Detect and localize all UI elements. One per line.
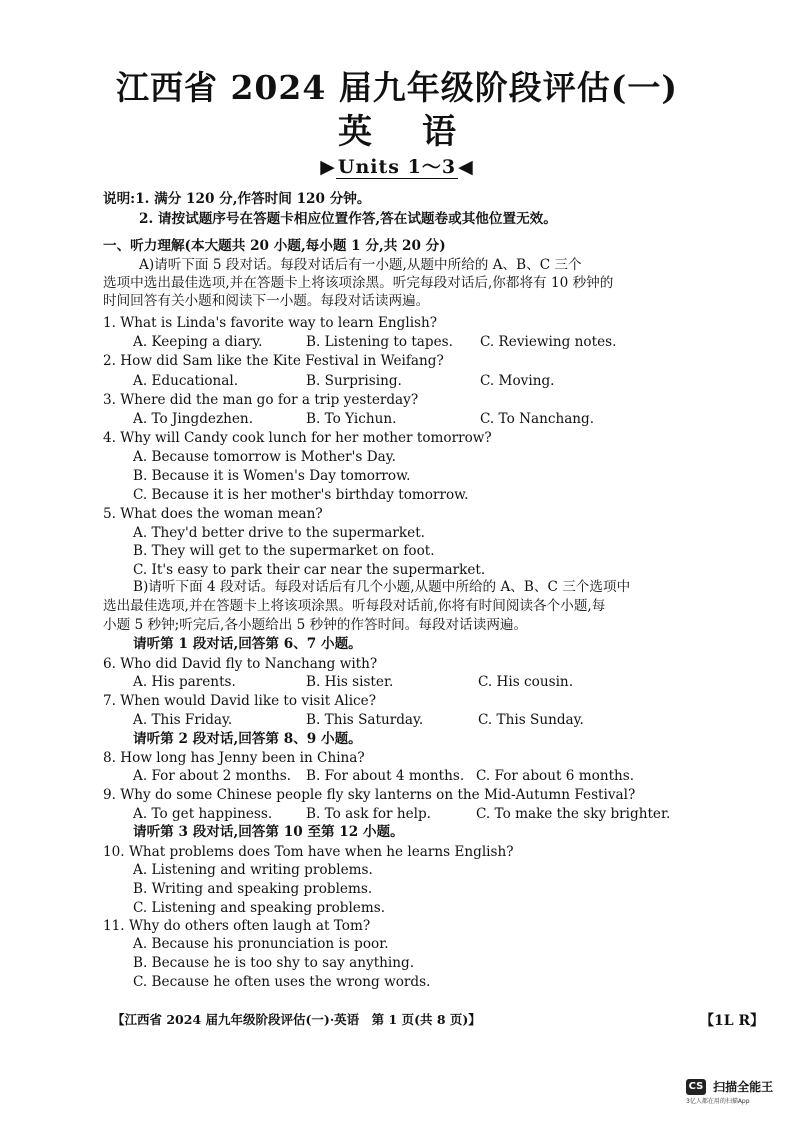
exam-line: 时间回答有关小题和阅读下一小题。每段对话读两遍。	[103, 293, 430, 309]
scanner-app-name: 扫描全能王	[713, 1080, 774, 1094]
exam-line: 3. Where did the man go for a trip yesterday?	[103, 392, 419, 408]
exam-line: 11. Why do others often laugh at Tom?	[103, 918, 371, 934]
scanner-logo-icon: CS	[686, 1079, 706, 1095]
exam-line: C. To Nanchang.	[480, 411, 595, 427]
exam-line: A. To get happiness.	[133, 806, 273, 822]
exam-line: 小题 5 秒钟;听完后,各小题给出 5 秒钟的作答时间。每段对话读两遍。	[103, 617, 528, 633]
exam-line: B. They will get to the supermarket on foot.	[133, 543, 435, 559]
exam-line: C. To make the sky brighter.	[476, 806, 671, 822]
footer-page-info: 【江西省 2024 届九年级阶段评估(一)·英语 第 1 页(共 8 页)】	[112, 1012, 481, 1027]
exam-line: A)请听下面 5 段对话。每段对话后有一小题,从题中所给的 A、B、C 三个	[139, 257, 582, 273]
exam-line: 请听第 2 段对话,回答第 8、9 小题。	[133, 731, 362, 747]
exam-line: B. To Yichun.	[306, 411, 397, 427]
exam-line: B. Listening to tapes.	[306, 334, 453, 350]
exam-line: A. They'd better drive to the supermarket.	[133, 525, 425, 541]
exam-line: 8. How long has Jenny been in China?	[103, 750, 365, 766]
exam-line: B. Writing and speaking problems.	[133, 881, 373, 897]
exam-line: C. It's easy to park their car near the supermarket.	[133, 562, 486, 578]
exam-line: B. This Saturday.	[306, 712, 424, 728]
exam-line: A. His parents.	[133, 674, 236, 690]
exam-line: 9. Why do some Chinese people fly sky lanterns on the Mid-Autumn Festival?	[103, 787, 636, 803]
exam-line: 7. When would David like to visit Alice?	[103, 693, 376, 709]
exam-line: 请听第 3 段对话,回答第 10 至第 12 小题。	[133, 824, 404, 840]
exam-line: 选项中选出最佳选项,并在答题卡上将该项涂黑。听完每段对话后,你都将有 10 秒钟的	[103, 275, 614, 291]
exam-line: A. For about 2 months.	[133, 768, 291, 784]
exam-line: C. Reviewing notes.	[480, 334, 617, 350]
exam-line: A. This Friday.	[133, 712, 233, 728]
exam-line: 6. Who did David fly to Nanchang with?	[103, 656, 378, 672]
exam-line: A. Educational.	[133, 373, 239, 389]
exam-line: B)请听下面 4 段对话。每段对话后有几个小题,从题中所给的 A、B、C 三个选项中	[133, 579, 631, 595]
exam-line: A. Because his pronunciation is poor.	[133, 936, 389, 952]
exam-line: B. To ask for help.	[306, 806, 431, 822]
exam-line: C. Because he often uses the wrong words.	[133, 974, 431, 990]
units-label: Units 1～3	[337, 156, 457, 178]
exam-line: B. For about 4 months.	[306, 768, 465, 784]
exam-line: 请听第 1 段对话,回答第 6、7 小题。	[133, 636, 362, 652]
exam-line: C. Moving.	[480, 373, 555, 389]
exam-line: 选出最佳选项,并在答题卡上将该项涂黑。听每段对话前,你将有时间阅读各个小题,每	[103, 598, 606, 614]
exam-line: 一、听力理解(本大题共 20 小题,每小题 1 分,共 20 分)	[103, 238, 446, 254]
exam-title: 江西省 2024 届九年级阶段评估(一)	[115, 68, 679, 107]
subject-title: 英语	[338, 112, 506, 152]
arrow-left-icon: ◀	[458, 156, 474, 178]
footer-code: 【1L R】	[700, 1013, 765, 1029]
exam-line: B. Because he is too shy to say anything.	[133, 955, 415, 971]
exam-line: B. His sister.	[306, 674, 394, 690]
exam-line: 2. How did Sam like the Kite Festival in Weifang?	[103, 353, 444, 369]
scanner-tagline: 3亿人都在用的扫描App	[686, 1098, 750, 1105]
exam-line: 1. What is Linda's favorite way to learn English?	[103, 315, 438, 331]
exam-line: 2. 请按试题序号在答题卡相应位置作答,答在试题卷或其他位置无效。	[139, 211, 557, 227]
exam-line: 4. Why will Candy cook lunch for her mother tomorrow?	[103, 430, 492, 446]
exam-line: 10. What problems does Tom have when he learns English?	[103, 844, 514, 860]
units-banner	[0, 152, 794, 179]
exam-line: A. To Jingdezhen.	[133, 411, 254, 427]
exam-line: C. Listening and speaking problems.	[133, 900, 386, 916]
exam-line: C. This Sunday.	[478, 712, 584, 728]
exam-line: C. Because it is her mother's birthday tomorrow.	[133, 487, 469, 503]
exam-line: B. Surprising.	[306, 373, 402, 389]
exam-line: C. His cousin.	[478, 674, 574, 690]
exam-line: B. Because it is Women's Day tomorrow.	[133, 468, 411, 484]
exam-line: C. For about 6 months.	[476, 768, 635, 784]
exam-line: 5. What does the woman mean?	[103, 506, 323, 522]
exam-line: A. Because tomorrow is Mother's Day.	[133, 449, 396, 465]
arrow-right-icon: ▶	[320, 156, 336, 178]
exam-line: A. Listening and writing problems.	[133, 862, 373, 878]
exam-line: 说明:1. 满分 120 分,作答时间 120 分钟。	[103, 191, 371, 207]
scanner-badge	[686, 1076, 773, 1095]
exam-line: A. Keeping a diary.	[133, 334, 263, 350]
